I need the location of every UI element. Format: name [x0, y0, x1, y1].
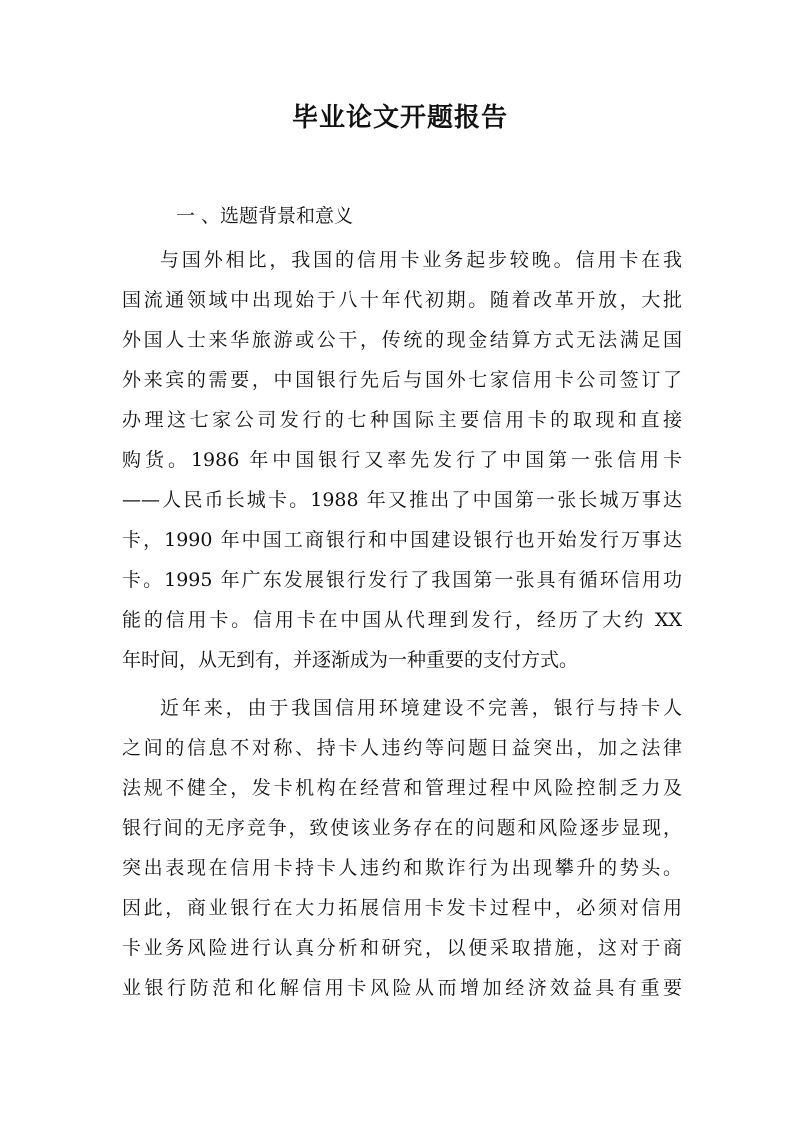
paragraph-line: 因此，商业银行在大力拓展信用卡发卡过程中，必须对信用 [122, 897, 682, 919]
paragraph-line: 卡，1990 年中国工商银行和中国建设银行也开始发行万事达 [122, 529, 682, 551]
paragraph-line: 近年来，由于我国信用环境建设不完善，银行与持卡人 [160, 697, 682, 719]
paragraph-line: 外国人士来华旅游或公干，传统的现金结算方式无法满足国 [122, 329, 682, 351]
paragraph-gap [122, 680, 682, 688]
section-heading: 一 、选题背景和意义 [176, 205, 354, 227]
paragraph-line: 年时间，从无到有，并逐渐成为一种重要的支付方式。 [122, 649, 579, 671]
paragraph-line: 外来宾的需要，中国银行先后与国外七家信用卡公司签订了 [122, 369, 682, 391]
paragraph-line: 银行间的无序竞争，致使该业务存在的问题和风险逐步显现， [122, 817, 682, 839]
paragraph-line: 之间的信息不对称、持卡人违约等问题日益突出，加之法律 [122, 737, 682, 759]
paragraph-line: 突出表现在信用卡持卡人违约和欺诈行为出现攀升的势头。 [122, 857, 682, 879]
paragraph-line: 国流通领域中出现始于八十年代初期。随着改革开放，大批 [122, 289, 682, 311]
paragraph-1 [122, 240, 682, 680]
paragraph-line: 购货。1986 年中国银行又率先发行了中国第一张信用卡 [122, 449, 682, 471]
paragraph-line: 与国外相比，我国的信用卡业务起步较晚。信用卡在我 [160, 249, 682, 271]
paragraph-line: 能的信用卡。信用卡在中国从代理到发行，经历了大约 XX [122, 609, 682, 631]
paragraph-line: 卡。1995 年广东发展银行发行了我国第一张具有循环信用功 [122, 569, 682, 591]
document-title: 毕业论文开题报告 [291, 103, 508, 133]
paragraph-line: 办理这七家公司发行的七种国际主要信用卡的取现和直接 [122, 409, 682, 431]
document-body [122, 240, 682, 1008]
paragraph-line: 卡业务风险进行认真分析和研究，以便采取措施，这对于商 [122, 937, 682, 959]
paragraph-line: ——人民币长城卡。1988 年又推出了中国第一张长城万事达 [122, 489, 682, 511]
paragraph-line: 法规不健全，发卡机构在经营和管理过程中风险控制乏力及 [122, 777, 682, 799]
paragraph-2 [122, 688, 682, 1008]
paragraph-line: 业银行防范和化解信用卡风险从而增加经济效益具有重要 [122, 977, 682, 999]
